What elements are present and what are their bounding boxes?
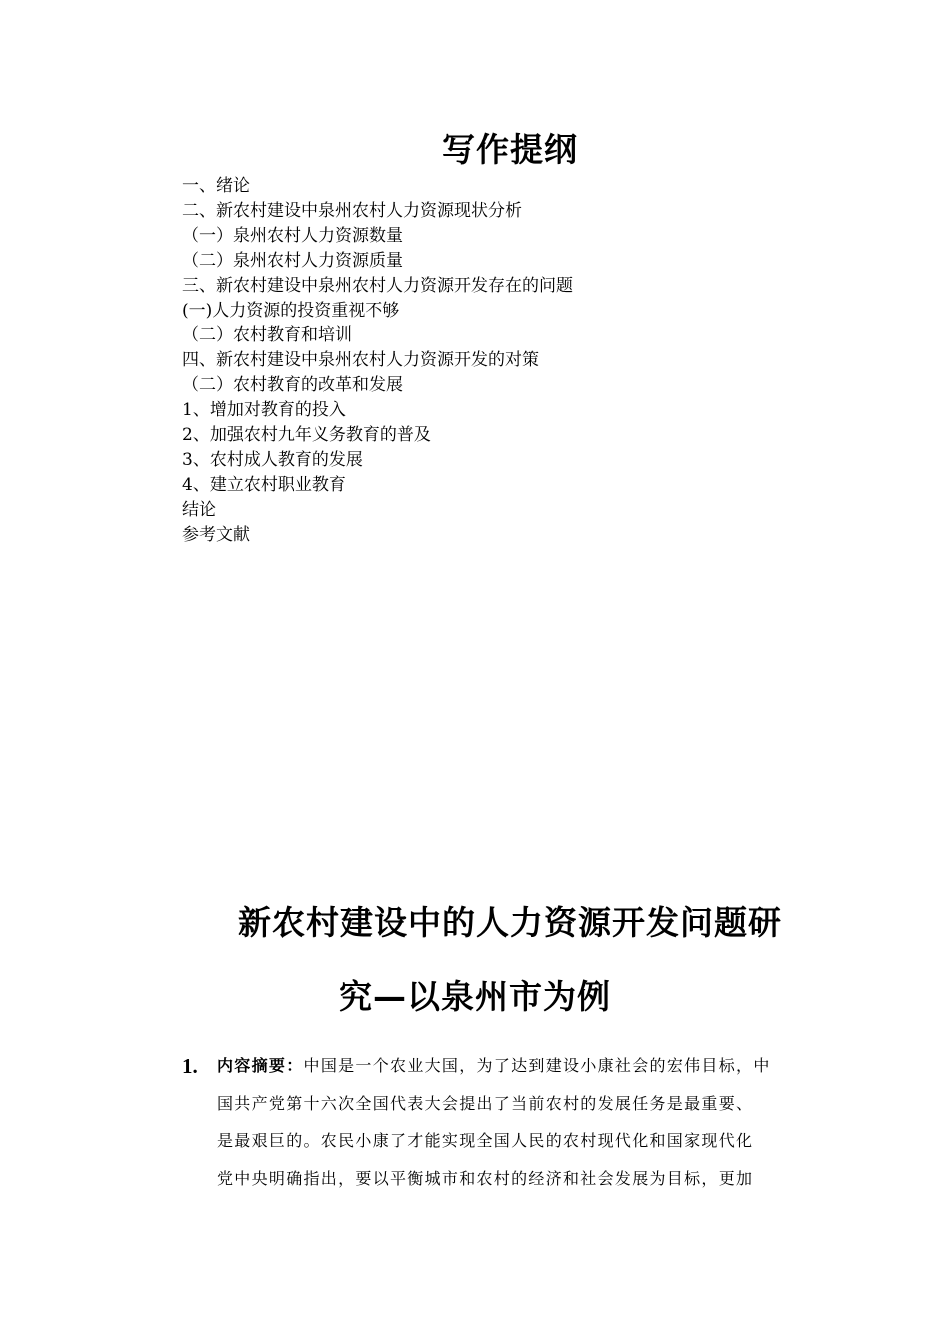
abstract-number: 1.: [182, 1054, 198, 1078]
outline-item: 2、加强农村九年义务教育的普及: [182, 425, 431, 446]
outline-list: [182, 174, 573, 548]
outline-item: (一)人力资源的投资重视不够: [182, 300, 400, 321]
outline-item: （一）泉州农村人力资源数量: [182, 225, 403, 246]
abstract-line: 国共产党第十六次全国代表大会提出了当前农村的发展任务是最重要、: [217, 1093, 754, 1113]
outline-item: 二、新农村建设中泉州农村人力资源现状分析: [182, 200, 522, 221]
outline-item: （二）泉州农村人力资源质量: [182, 250, 403, 271]
abstract-line: 党中央明确指出，要以平衡城市和农村的经济和社会发展为目标，更加: [217, 1168, 754, 1188]
outline-item: 结论: [182, 499, 216, 520]
outline-item: 三、新农村建设中泉州农村人力资源开发存在的问题: [182, 275, 573, 296]
outline-item: 一、绪论: [182, 176, 250, 196]
outline-item: （二）农村教育和培训: [182, 325, 352, 346]
outline-item: 1、增加对教育的投入: [182, 400, 346, 421]
abstract-line: 是最艰巨的。农民小康了才能实现全国人民的农村现代化和国家现代化: [217, 1131, 754, 1150]
abstract-paragraph: [217, 1052, 817, 1202]
outline-item: 4、建立农村职业教育: [182, 474, 346, 495]
outline-item: 参考文献: [182, 524, 250, 545]
abstract-line: [217, 1052, 817, 1080]
outline-item: （二）农村教育的改革和发展: [182, 375, 403, 396]
abstract-label: 内容摘要：: [217, 1056, 304, 1075]
paper-title-line-1: 新农村建设中的人力资源开发问题研: [238, 903, 782, 942]
abstract-text: 中国是一个农业大国，为了达到建设小康社会的宏伟目标，中: [303, 1056, 771, 1075]
outline-item: 3、农村成人教育的发展: [182, 449, 363, 470]
paper-title-line-2: 究—以泉州市为例: [339, 977, 611, 1016]
outline-title: 写作提纲: [442, 130, 578, 169]
outline-item: 四、新农村建设中泉州农村人力资源开发的对策: [182, 350, 539, 371]
